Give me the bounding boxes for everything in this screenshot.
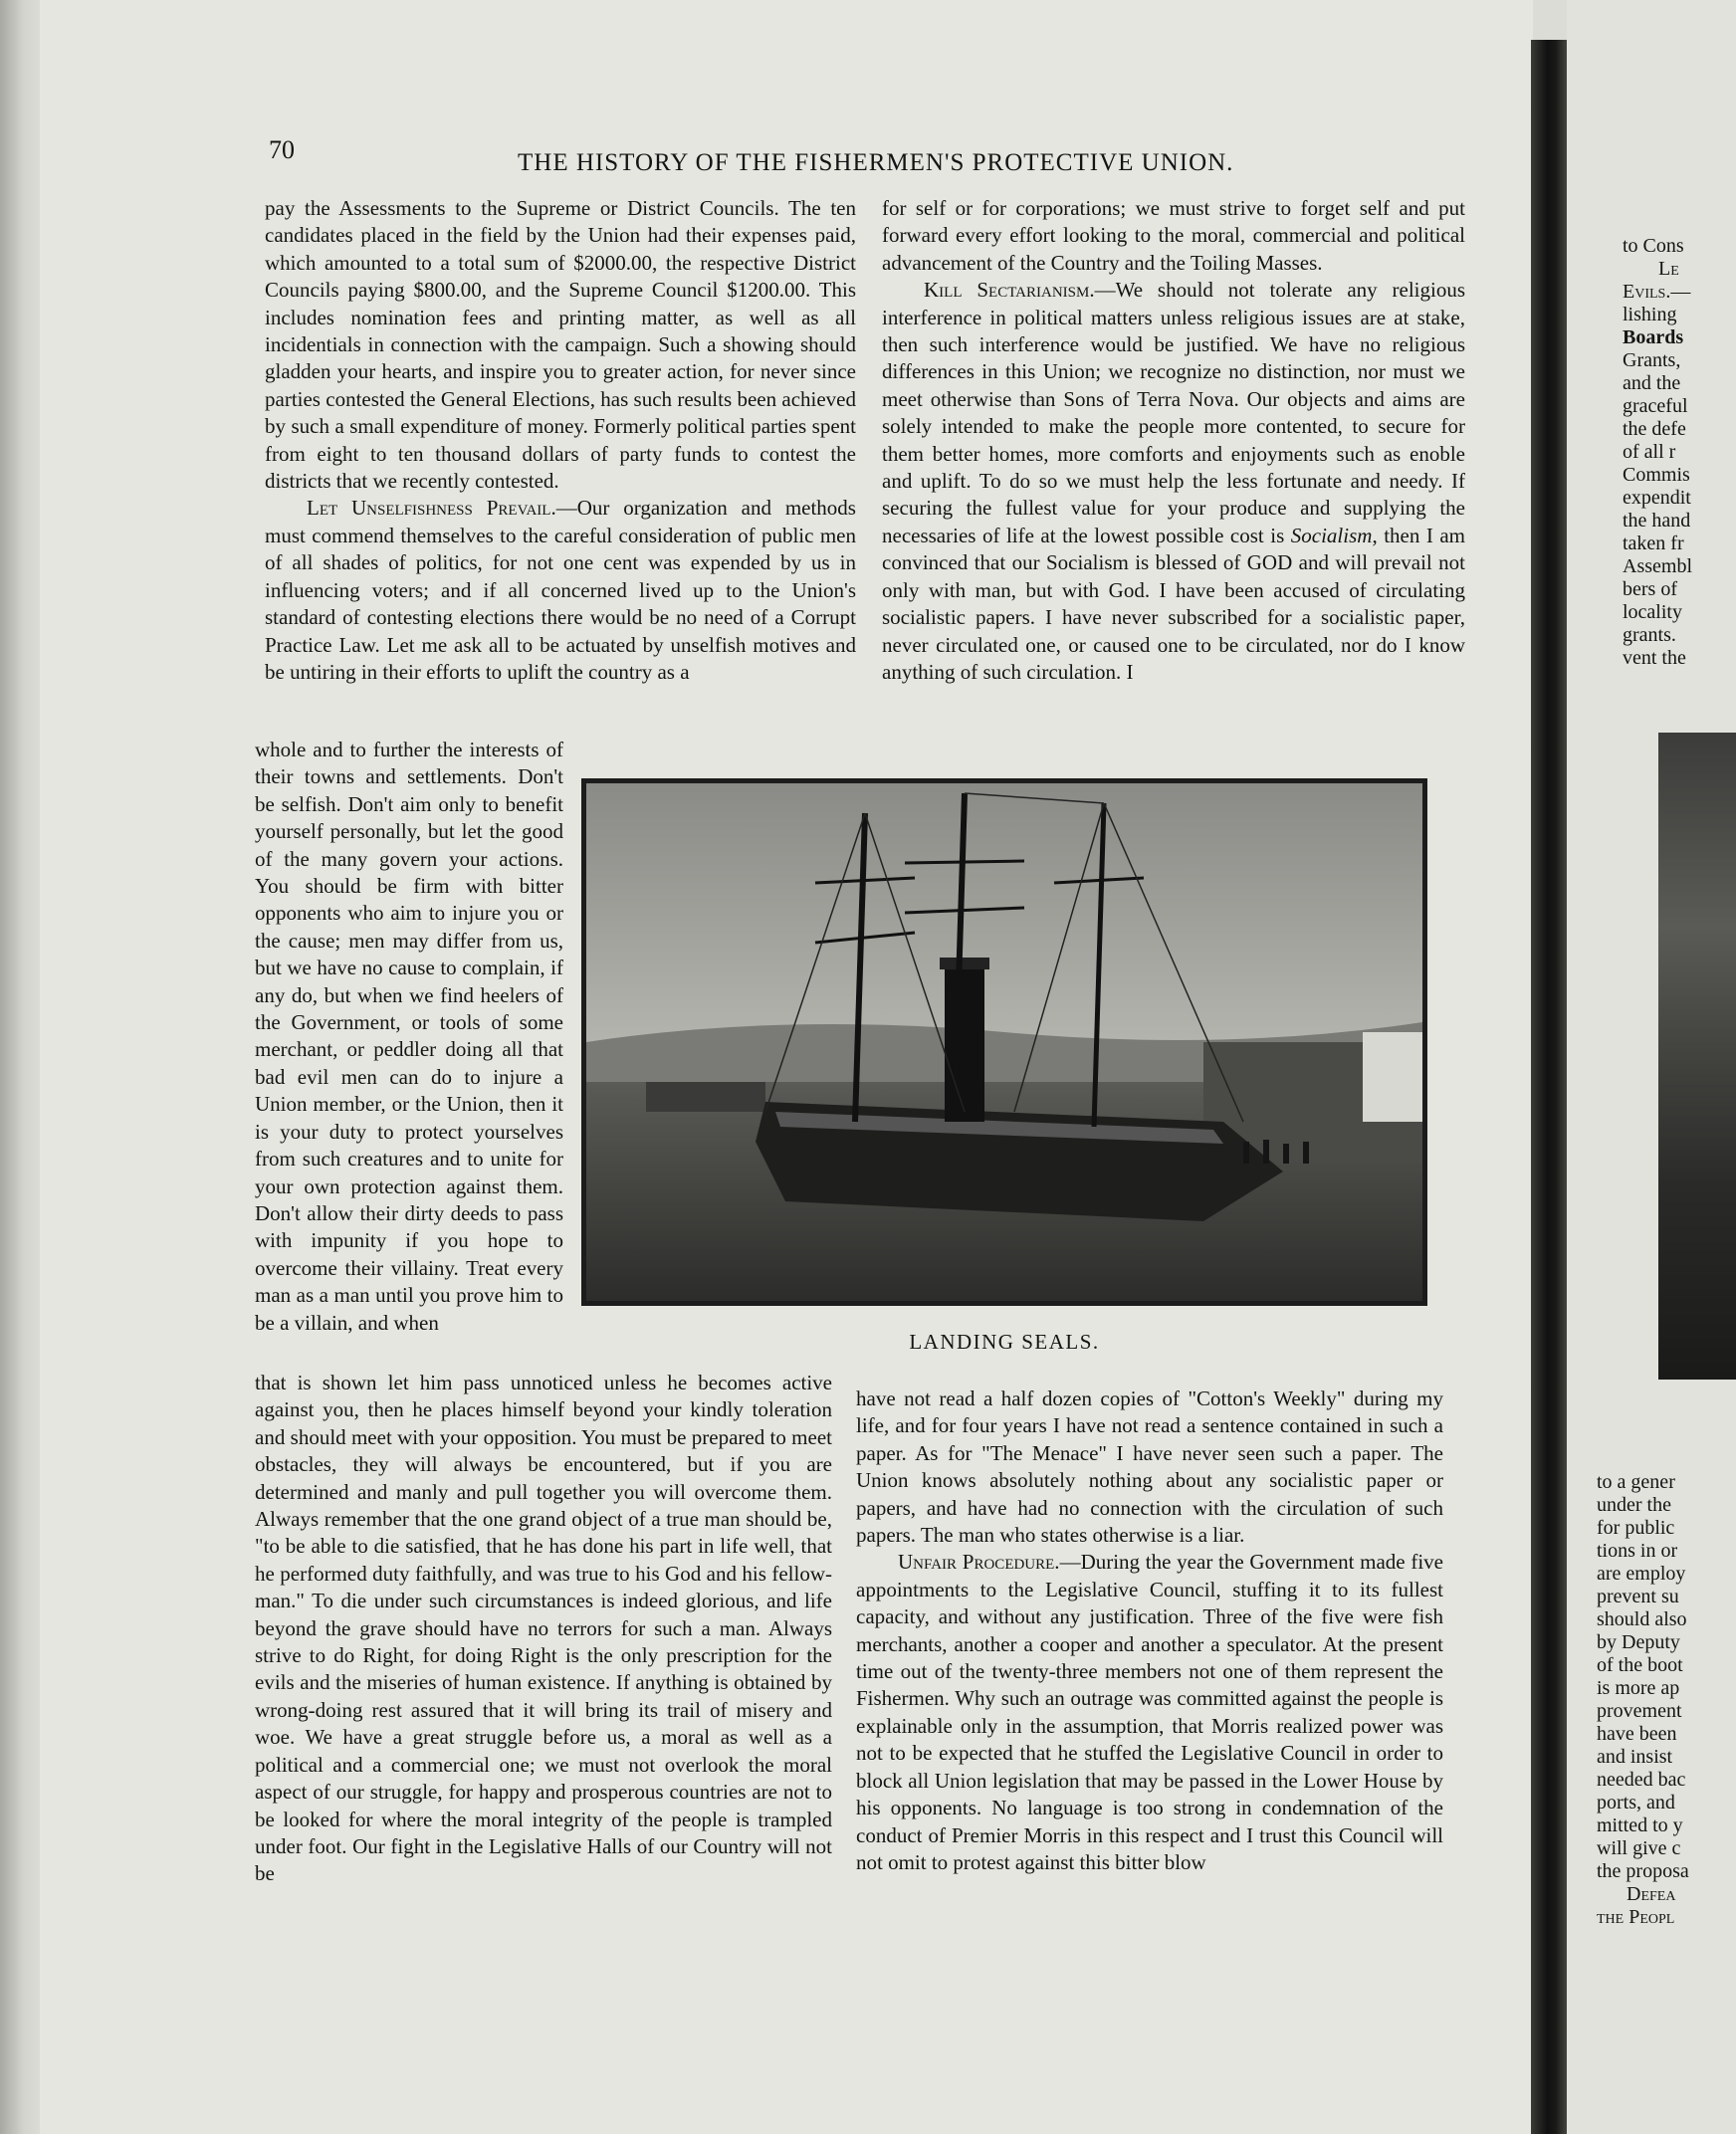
running-head: THE HISTORY OF THE FISHERMEN'S PROTECTIVE UNION. xyxy=(518,149,1234,176)
next-line: are employ xyxy=(1597,1563,1686,1585)
next-line: Boards xyxy=(1623,326,1684,348)
section-heading-sectarianism: Kill Sectarianism. xyxy=(924,278,1095,303)
next-line: Commis xyxy=(1623,464,1690,486)
next-line: Grants, xyxy=(1623,349,1681,371)
paragraph-wrap: whole and to further the interests of their towns and settlements. Don't be selfish. Don't aim only to benefit yourself personally, but let the good of the many govern your actions. You should be firm with bitter opponents who aim to injure you or the cause; men may differ from us, but we have no cause to complain, if any do, but when we find heelers of the Government, or tools of some merchant, or peddler doing all that bad evil men can do to injure a Union member, or the Union, then it is your duty to protect yourselves from such creatures and to unite for your own protection against them. Don't allow their dirty deeds to pass with impunity if you hope to overcome their villainy. Treat every man as a man until you prove him to be a villain, and when xyxy=(255,738,563,1335)
next-page-bottom-text xyxy=(1597,1471,1736,1929)
next-line: provement xyxy=(1597,1700,1682,1722)
next-line: have been xyxy=(1597,1723,1677,1745)
photo-caption: LANDING SEALS. xyxy=(909,1330,1100,1354)
section-heading-unfair-procedure: Unfair Procedure. xyxy=(898,1550,1060,1575)
next-line: Evils.— xyxy=(1623,281,1691,303)
paragraph-unselfishness-text: —Our organization and methods must commend themselves to the careful consideration of public men of all shades of politics, for not one cent was expended by us in influencing voters; and if all concerned lived up to the Union's standard of contesting elections there would be no need of a Corrupt Practice Law. Let me ask all to be actuated by unselfish motives and be untiring in their efforts to uplift the country as a xyxy=(265,496,856,684)
next-line: bers of xyxy=(1623,578,1677,600)
next-line: should also xyxy=(1597,1608,1687,1630)
page-right-partial xyxy=(1567,0,1736,2134)
paragraph-bottom-left: that is shown let him pass unnoticed unless he becomes active against you, then he places himself beyond your kindly toleration and should meet with your opposition. You must be prepared to meet obstacles, they will always be encountered, but if you are determined and manly and pull together you will overcome them. Always remember that the one grand object of a true man should be, "to be able to die satisfied, that he has done his part in life well, that he performed duty faithfully, and was true to his God and his fellow-man." To die under such circumstances is indeed glorious, and life beyond the grave should have no terrors for such a man. Always strive to do Right, for doing Right is the only prescription for the evils and the miseries of human existence. If anything is obtained by wrong-doing rest assured that it will bring its trail of misery and woe. We have a great struggle before us, a moral as well as a political and a commercial one; we must not overlook the moral aspect of our struggle, for happy and prosperous countries are not to be looked for where the moral integrity of the people is trampled under foot. Our fight in the Legislative Halls of our Country will not be xyxy=(255,1371,832,1886)
next-line: Le xyxy=(1658,258,1679,280)
ship-illustration xyxy=(586,783,1422,1301)
right-column-bottom xyxy=(856,1386,1443,1876)
next-line: by Deputy xyxy=(1597,1631,1680,1653)
next-line: the hand xyxy=(1623,510,1691,532)
paragraph-unfair-procedure xyxy=(856,1549,1443,1876)
next-line: will give c xyxy=(1597,1837,1681,1859)
next-line: and insist xyxy=(1597,1746,1673,1768)
next-line: expendit xyxy=(1623,487,1691,509)
next-line: the proposa xyxy=(1597,1860,1689,1882)
next-page-photo xyxy=(1658,733,1736,1380)
next-line: taken fr xyxy=(1623,533,1684,554)
next-line: grants. xyxy=(1623,624,1676,646)
next-line: mitted to y xyxy=(1597,1814,1683,1836)
next-line: ports, and xyxy=(1597,1792,1675,1814)
paragraph-sectarianism-b: , then I am convinced that our Socialism is blessed of GOD and will prevail not only with man, but with God. I have been accused of circulating socialistic papers. I have never subscribed for a socialistic paper, never circulated one, or caused one to be circulated, nor do I know anything of such circulation. I xyxy=(882,523,1465,684)
next-line: of all r xyxy=(1623,441,1676,463)
next-line: to Cons xyxy=(1623,235,1684,257)
left-column-top xyxy=(265,195,856,686)
next-line: lishing xyxy=(1623,304,1677,325)
book-gutter xyxy=(1531,40,1567,2134)
next-line: and the xyxy=(1623,372,1681,394)
left-column-bottom xyxy=(255,1370,832,1888)
paragraph-assessments: pay the Assessments to the Supreme or District Councils. The ten candidates placed in the field by the Union had their expenses paid, which amounted to a total sum of $2000.00, the respective District Councils paying $800.00, and the Supreme Council $1200.00. This includes nomination fees and printing matter, as well as all incidentials in connection with the campaign. Such a showing should gladden your hearts, and inspire you to greater action, for never since parties contested the General Elections, has such results been achieved by such a small expenditure of money. Formerly political parties spent from eight to ten thousand dollars of party funds to contest the districts that we recently contested. xyxy=(265,196,856,494)
section-heading-unselfishness: Let Unselfishness Prevail. xyxy=(307,496,556,521)
paragraph-toiling-masses: for self or for corporations; we must strive to forget self and put forward every effort looking to the moral, commercial and political advancement of the Country and the Toiling Masses. xyxy=(882,196,1465,275)
paragraph-cottons-weekly: have not read a half dozen copies of "Cotton's Weekly" during my life, and for four years I have not read a sentence contained in such a paper. As for "The Menace" I have never seen such a paper. The Union knows absolutely nothing about any socialistic paper or papers, and have had no connection with the circulation of such papers. The man who states otherwise is a liar. xyxy=(856,1387,1443,1548)
paragraph-sectarianism-a: —We should not tolerate any religious interference in political matters unless religious issues are at stake, then such interference would be justified. We have no religious differences in this Union; we recognize no distinction, nor must we meet otherwise than Sons of Terra Nova. Our objects and aims are solely intended to make the people more contented, to secure for them better homes, more comforts and enjoyments such as enoble and uplift. To do so we must help the less fortunate and needy. If securing the fullest value for your produce and supplying the necessaries of life at the lowest possible cost is xyxy=(882,278,1466,547)
next-line: needed bac xyxy=(1597,1769,1686,1791)
next-line: is more ap xyxy=(1597,1677,1680,1699)
next-line: graceful xyxy=(1623,395,1688,417)
next-line: under the xyxy=(1597,1494,1671,1516)
paragraph-sectarianism xyxy=(882,277,1465,686)
next-line: prevent su xyxy=(1597,1586,1679,1607)
left-column-wrap xyxy=(255,737,563,1337)
next-line: for public xyxy=(1597,1517,1675,1539)
word-socialism: Socialism xyxy=(1290,523,1373,547)
right-column-top xyxy=(882,195,1465,686)
next-line: to a gener xyxy=(1597,1471,1675,1493)
next-line: vent the xyxy=(1623,647,1686,669)
next-line: tions in or xyxy=(1597,1540,1678,1562)
paragraph-unselfishness xyxy=(265,495,856,686)
next-line: of the boot xyxy=(1597,1654,1683,1676)
next-line: locality xyxy=(1623,601,1682,623)
page-number: 70 xyxy=(269,135,295,164)
next-line: Assembl xyxy=(1623,555,1692,577)
paragraph-unfair-procedure-text: —During the year the Government made five appointments to the Legislative Council, stuffing it to its fullest capacity, and without any justification. Three of the five were fish merchants, another a cooper and another a speculator. At the present time out of the twenty-three members not one of them represent the Fishermen. Why such an outrage was committed against the people is explainable only in the assumption, that Morris realized power was not to be expected that he stuffed the Legislative Council in order to block all Union legislation that may be passed in the Lower House by his opponents. No language is too strong in condemnation of the conduct of Premier Morris in this respect and I trust this Council will not omit to protest against this bitter blow xyxy=(856,1550,1443,1874)
next-line: the Peopl xyxy=(1597,1906,1675,1928)
scan-edge xyxy=(0,0,40,2134)
next-line: the defe xyxy=(1623,418,1686,440)
next-line: Defea xyxy=(1627,1883,1676,1905)
next-page-top-text xyxy=(1623,235,1736,670)
photo-landing-seals xyxy=(581,778,1427,1306)
